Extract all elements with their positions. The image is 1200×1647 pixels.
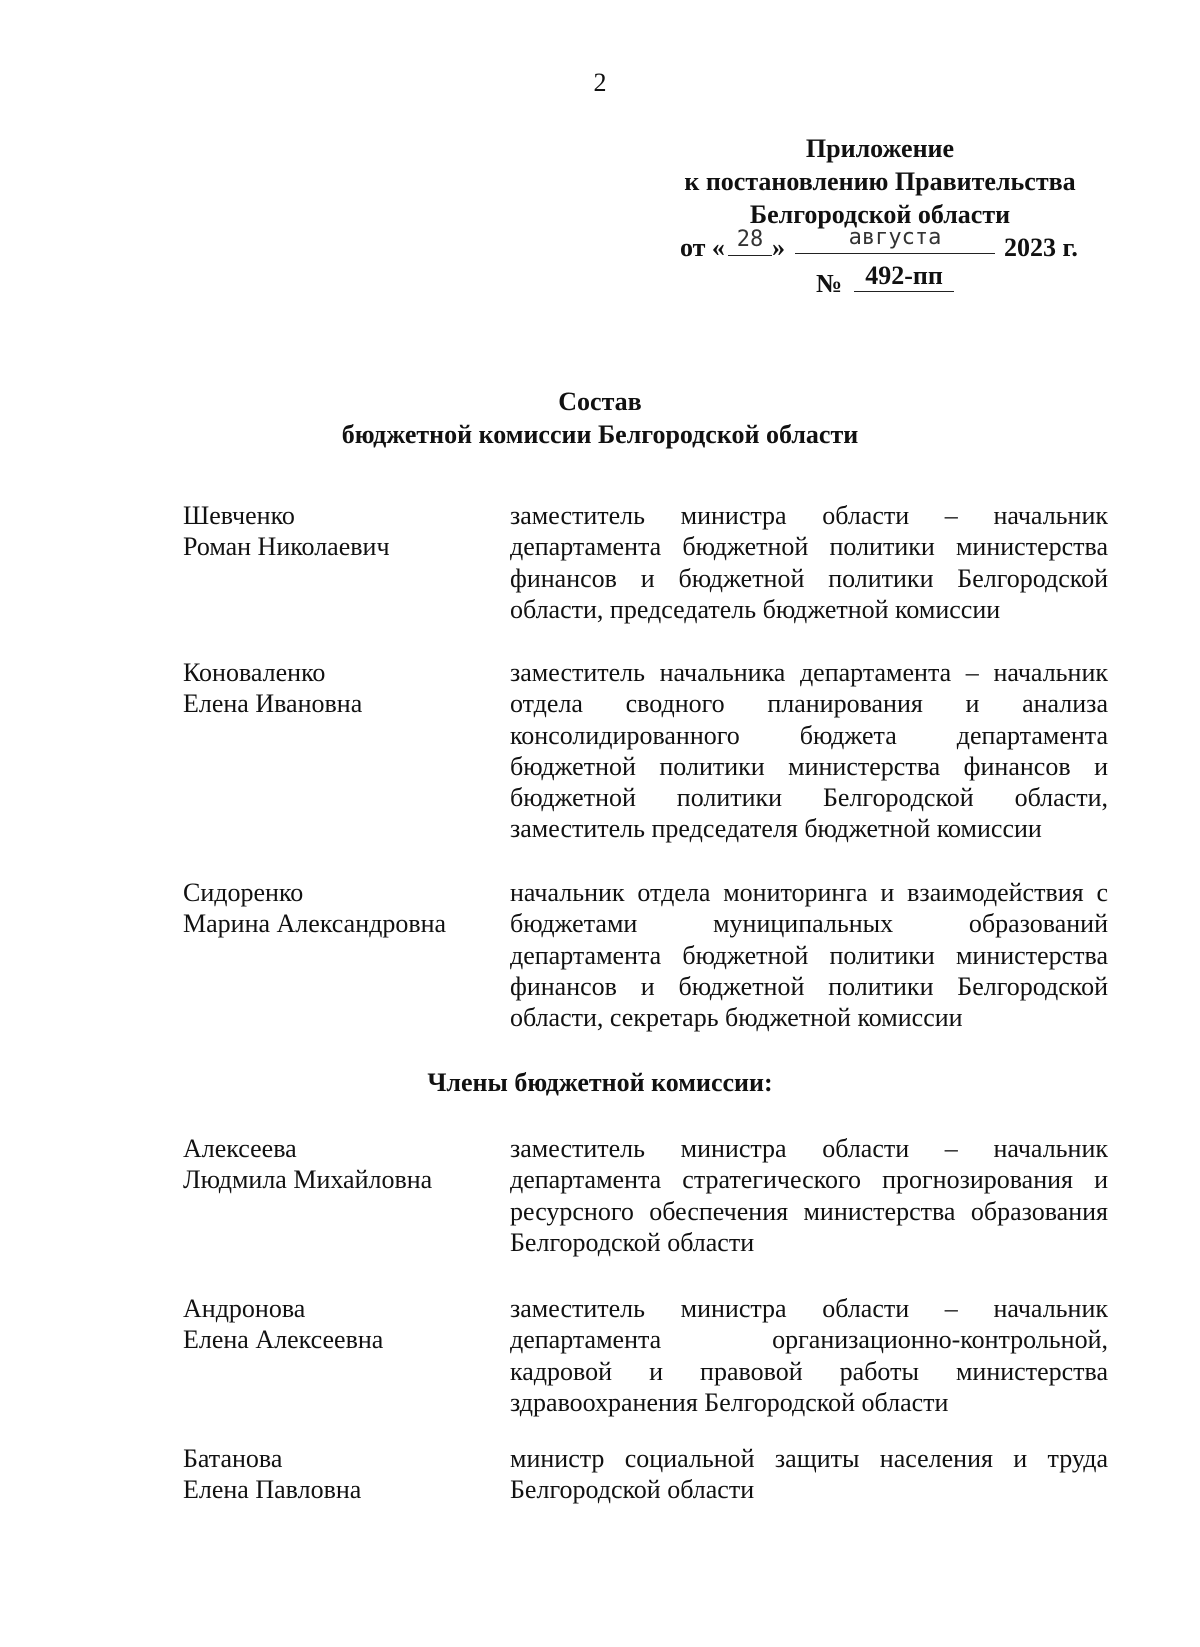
member-surname: Андронова [183, 1294, 306, 1323]
member-name [183, 877, 483, 939]
document-title [0, 385, 1200, 451]
member-given-name: Елена Павловна [183, 1475, 362, 1504]
title-line-1: Состав [558, 387, 642, 416]
member-name [183, 500, 483, 562]
member-position: заместитель министра области – начальник департамента бюджетной политики министерства финансов и бюджетной политики Белгородской области, председатель бюджетной комиссии [510, 501, 1108, 624]
member-surname: Алексеева [183, 1134, 297, 1163]
member-given-name: Елена Ивановна [183, 689, 363, 718]
title-line-2: бюджетной комиссии Белгородской области [341, 420, 859, 449]
member-given-name: Роман Николаевич [183, 532, 390, 561]
member-surname: Коноваленко [183, 658, 326, 687]
appendix-reference: к постановлению Правительства [684, 167, 1076, 196]
member-given-name: Людмила Михайловна [183, 1165, 433, 1194]
appendix-region: Белгородской области [749, 200, 1011, 229]
date-quote-close: » [772, 233, 785, 262]
number-value: 492-пп [854, 261, 954, 292]
member-surname: Батанова [183, 1444, 283, 1473]
appendix-block [650, 132, 1110, 301]
date-year: 2023 г. [1004, 233, 1078, 262]
member-position: заместитель начальника департамента – начальник отдела сводного планирования и анализа консолидированного бюджета департамента бюджетной политики министерства финансов и бюджетной политики Белгородской области, заместитель председателя бюджетной комиссии [510, 658, 1108, 844]
member-given-name: Елена Алексеевна [183, 1325, 384, 1354]
member-surname: Шевченко [183, 501, 295, 530]
member-name [183, 1443, 483, 1505]
members-heading: Члены бюджетной комиссии: [427, 1068, 773, 1097]
date-day: 28 [728, 225, 772, 256]
page-number: 2 [593, 68, 607, 97]
member-name [183, 657, 483, 719]
appendix-title: Приложение [805, 134, 955, 163]
number-label: № [816, 269, 843, 298]
appendix-number [650, 261, 1110, 301]
member-position: заместитель министра области – начальник департамента стратегического прогнозирования и ресурсного обеспечения министерства образования Белгородской области [510, 1134, 1108, 1257]
member-name [183, 1133, 483, 1195]
member-surname: Сидоренко [183, 878, 304, 907]
date-prefix: от « [680, 233, 725, 262]
date-month: августа [795, 223, 995, 254]
member-position: заместитель министра области – начальник департамента организационно-контрольной, кадровой и правовой работы министерства здравоохранения Белгородской области [510, 1294, 1108, 1417]
member-position: министр социальной защиты населения и труда Белгородской области [510, 1444, 1108, 1505]
member-position: начальник отдела мониторинга и взаимодействия с бюджетами муниципальных образований департамента бюджетной политики министерства финансов и бюджетной политики Белгородской области, секретарь бюджетной комиссии [510, 878, 1108, 1033]
member-given-name: Марина Александровна [183, 909, 447, 938]
member-name [183, 1293, 483, 1355]
